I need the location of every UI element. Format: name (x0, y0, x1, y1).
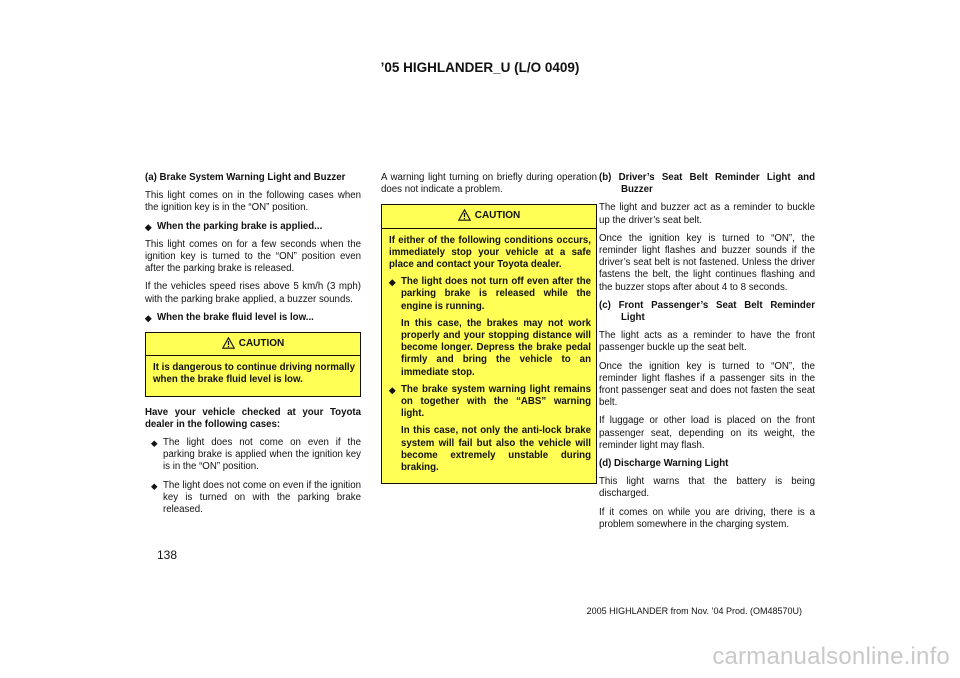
paragraph: Once the ignition key is turned to “ON”, the reminder light flashes and buzzer sounds if the driver’s seat belt is not fastened. Unless the driver fastens the belt, the light continues flashing and the buzzer stops after about 4 to 8 seconds. (599, 232, 815, 293)
caution-box (381, 204, 597, 484)
caution-header (146, 333, 360, 356)
case-heading-brake-fluid: ◆ When the brake fluid level is low... (145, 312, 361, 324)
section-heading-discharge: (d) Discharge Warning Light (599, 458, 729, 470)
caution-text: It is dangerous to continue driving normally when the brake fluid level is low. (153, 362, 355, 386)
page-number: 138 (157, 548, 178, 562)
caution-item: ◆ The light does not turn off even after the parking brake is released while the engine is running. (389, 276, 591, 313)
list-item: ◆ The light does not come on even if the parking brake is applied when the ignition key is in the “ON” position. (145, 437, 361, 474)
caution-intro: If either of the following conditions occurs, immediately stop your vehicle at a safe place and contact your Toyota dealer. (389, 234, 591, 271)
warning-triangle-icon (222, 337, 235, 349)
paragraph: This light comes on in the following cases when the ignition key is in the “ON” position. (145, 190, 361, 214)
section-heading-brake-warning: (a) Brake System Warning Light and Buzzer (145, 172, 346, 183)
caution-header (382, 205, 596, 228)
site-watermark: carmanualsonline.info (712, 643, 950, 670)
paragraph: This light warns that the battery is being discharged. (599, 476, 815, 500)
caution-label: CAUTION (238, 338, 285, 350)
column-right (599, 172, 815, 537)
case-heading-parking-brake: ◆ When the parking brake is applied... (145, 221, 361, 233)
list-item: ◆ The light does not come on even if the ignition key is turned on with the parking brake released. (145, 480, 361, 517)
document-footer: 2005 HIGHLANDER from Nov. ’04 Prod. (OM48570U) (586, 606, 802, 616)
paragraph: If luggage or other load is placed on the front passenger seat, depending on its weight, the reminder light may flash. (599, 415, 815, 451)
paragraph: If it comes on while you are driving, there is a problem somewhere in the charging system. (599, 506, 815, 530)
paragraph: If the vehicles speed rises above 5 km/h (3 mph) with the parking brake applied, a buzzer sounds. (145, 281, 361, 305)
paragraph: A warning light turning on briefly during operation does not indicate a problem. (381, 172, 597, 196)
caution-item: ◆ The brake system warning light remains on together with the “ABS” warning light. (389, 384, 591, 421)
paragraph: Once the ignition key is turned to “ON”, the reminder light flashes if a passenger sits in the front passenger seat and does not fasten the seat belt. (599, 360, 815, 409)
check-heading: Have your vehicle checked at your Toyota dealer in the following cases: (145, 406, 361, 430)
paragraph: The light and buzzer act as a reminder to buckle up the driver’s seat belt. (599, 202, 815, 226)
column-middle (381, 172, 597, 494)
caution-subtext: In this case, the brakes may not work properly and your stopping distance will become longer. Depress the brake pedal firmly and bring the vehicle to an immediate stop. (401, 317, 591, 378)
section-heading-driver-belt: (b) Driver’s Seat Belt Reminder Light and Buzzer (599, 172, 815, 196)
document-header: ’05 HIGHLANDER_U (L/O 0409) (380, 60, 580, 75)
paragraph: The light acts as a reminder to have the front passenger buckle up the seat belt. (599, 330, 815, 354)
warning-triangle-icon (458, 209, 471, 221)
paragraph: This light comes on for a few seconds when the ignition key is turned to the “ON” position even after the parking brake is released. (145, 238, 361, 275)
column-left (145, 172, 361, 522)
caution-label: CAUTION (474, 210, 521, 222)
caution-subtext: In this case, not only the anti-lock brake system will fail but also the vehicle will become extremely unstable during braking. (401, 425, 591, 474)
caution-box (145, 332, 361, 397)
section-heading-passenger-belt: (c) Front Passenger’s Seat Belt Reminder Light (599, 299, 815, 324)
